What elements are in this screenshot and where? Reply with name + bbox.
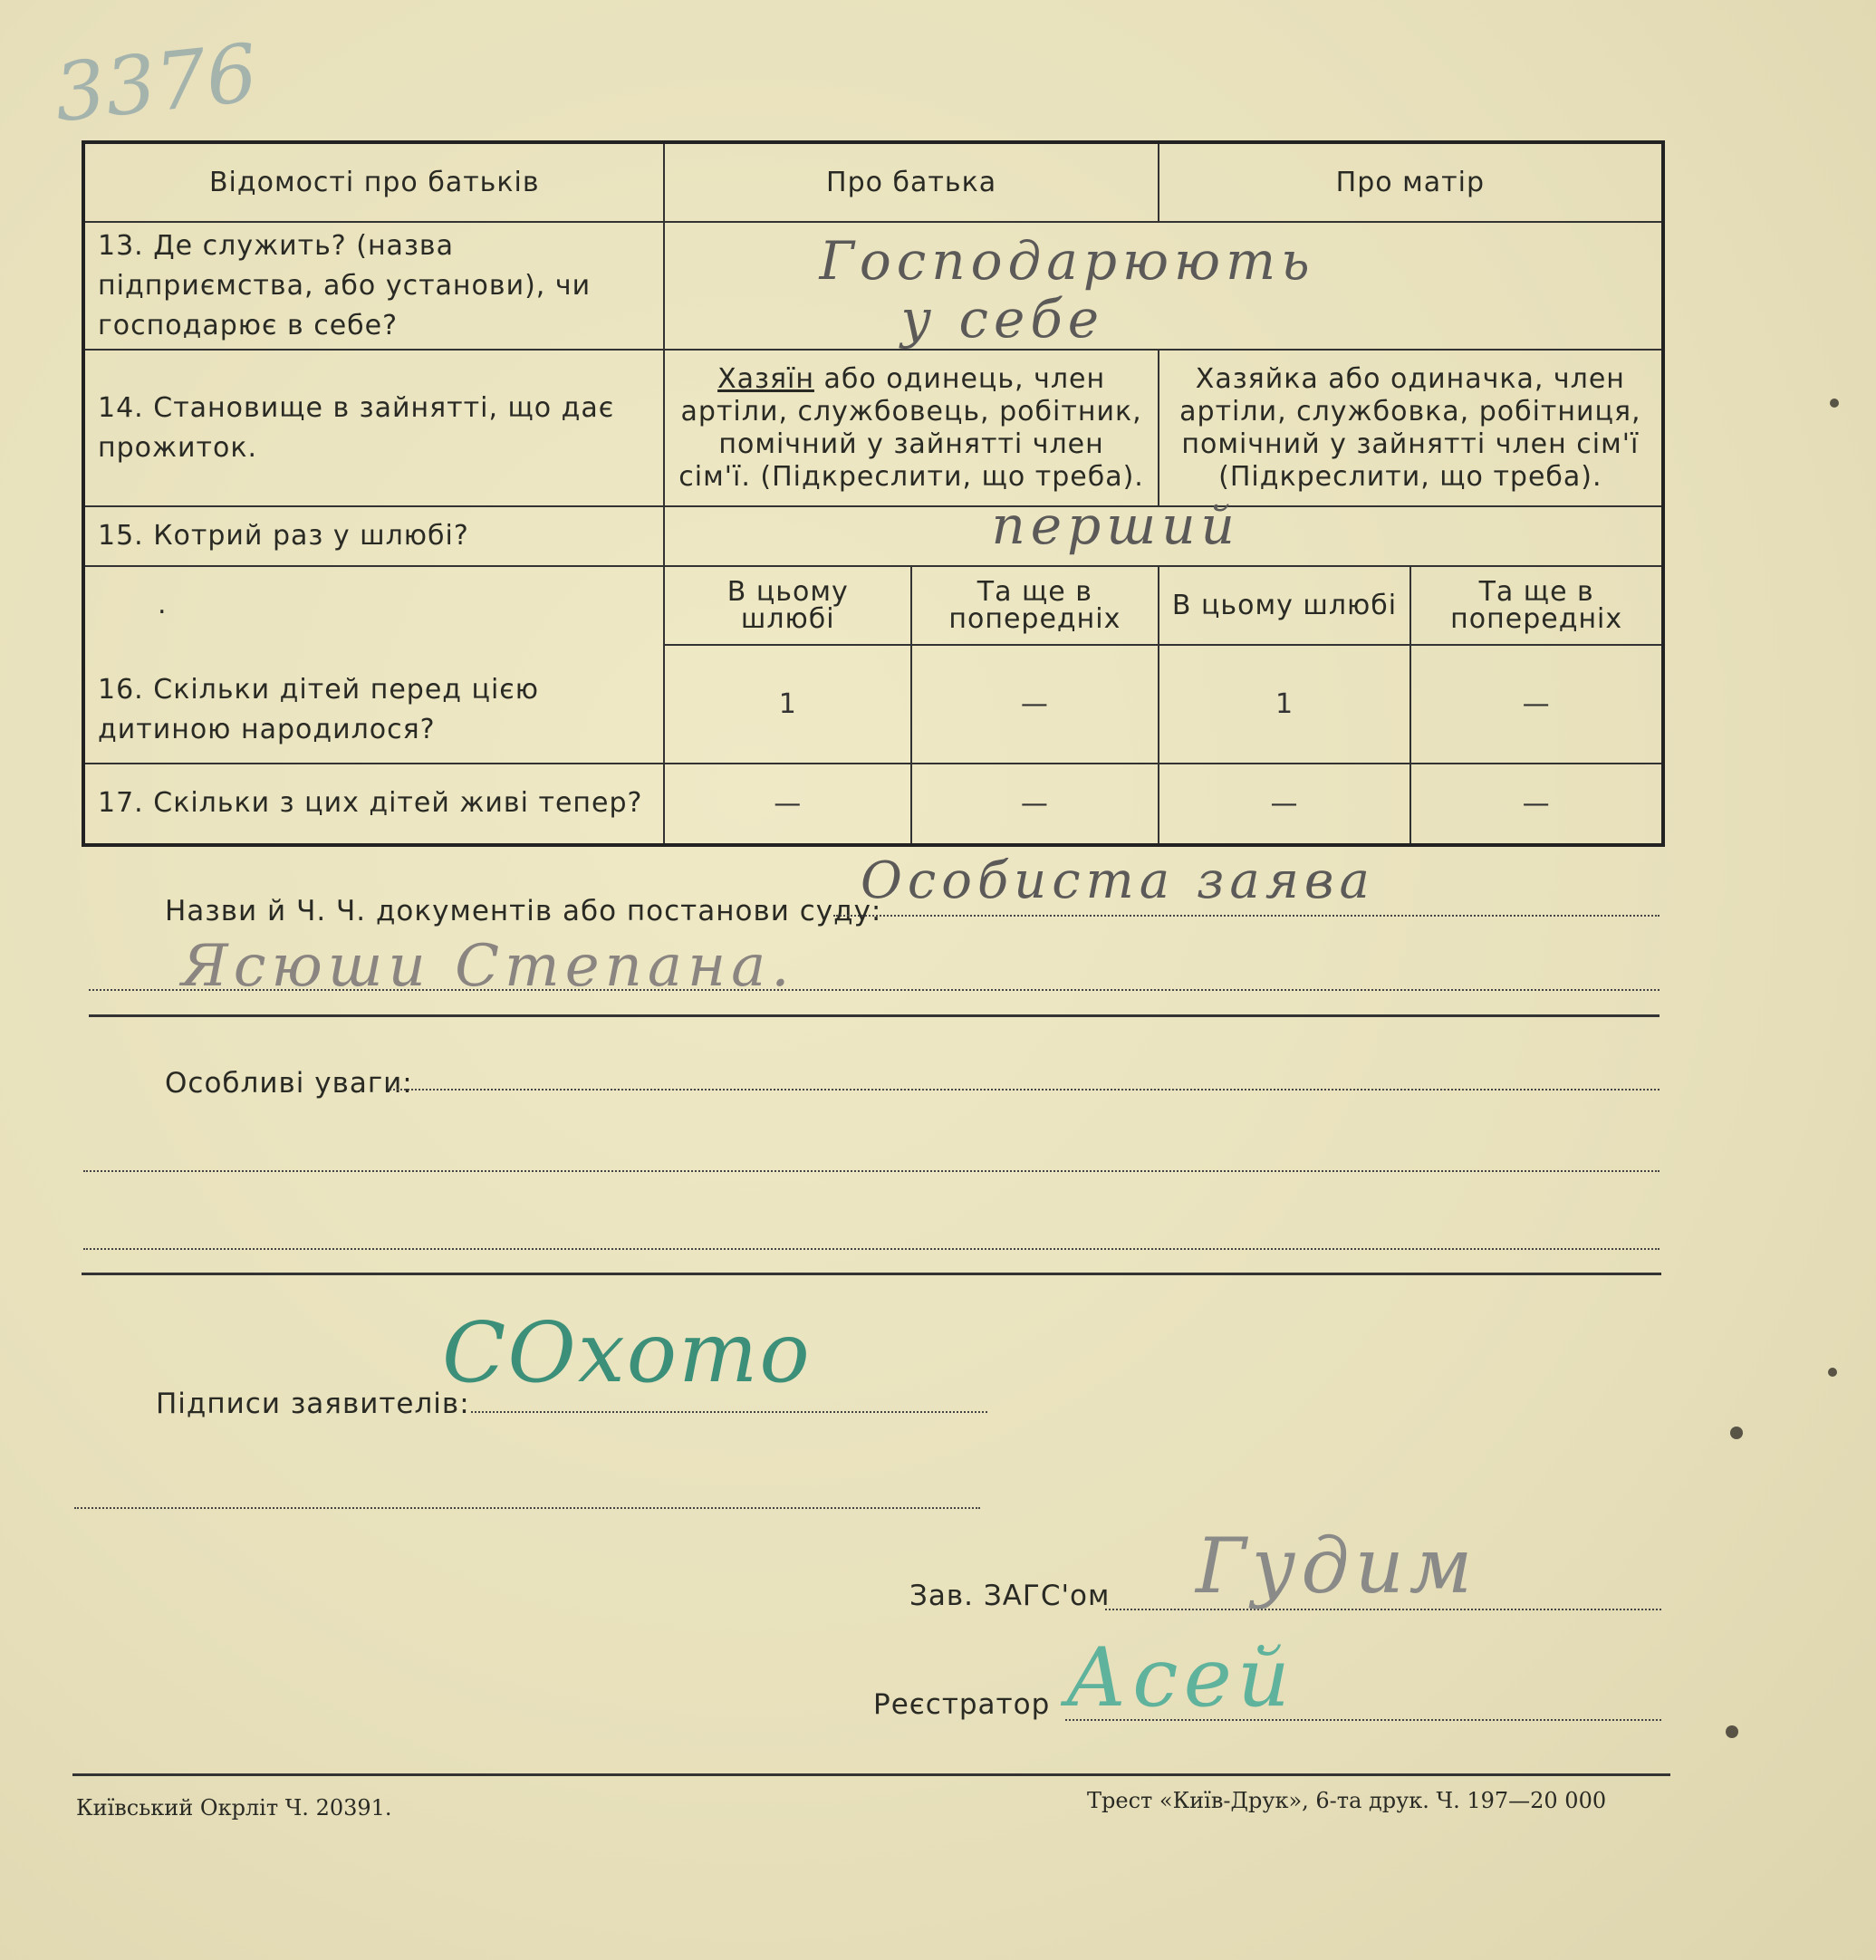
archive-pencil-number: 3376 (50, 25, 262, 140)
q17-father-prev: — (911, 764, 1159, 846)
footer-divider (72, 1773, 1670, 1776)
binding-hole (1730, 1427, 1743, 1439)
table-row-q14 (83, 350, 1663, 506)
documents-handwritten-2: Ясюши Степана. (181, 933, 795, 1000)
header-about-father: Про батька (664, 142, 1158, 222)
q16-mother-prev: — (1410, 645, 1663, 764)
q17-father-this: — (664, 764, 911, 846)
applicants-line-1 (471, 1411, 987, 1413)
section-divider-1 (89, 1014, 1660, 1017)
mother-occupation-options: Хазяйка або одиначка, член артіли, службовка, робітниця, помічний у зайнятті член сім'ї (Підкреслити, що треба). (1159, 350, 1663, 506)
documents-line-2 (89, 989, 1660, 991)
head-signature: Гудим (1196, 1522, 1478, 1610)
remarks-line-2 (83, 1170, 1660, 1172)
footer-left-print: Київський Окрліт Ч. 20391. (76, 1795, 392, 1821)
remarks-label: Особливі уваги: (165, 1067, 413, 1100)
documents-label: Назви й Ч. Ч. документів або постанови суду: (165, 895, 882, 927)
question-16: 16. Скільки дітей перед цією дитиною народилося? (98, 673, 540, 745)
question-14: 14. Становище в зайнятті, що дає прожиток. (83, 350, 664, 506)
father-previous-header: Та ще в попередніх (911, 566, 1159, 644)
q16-mother-this: 1 (1159, 645, 1411, 764)
question-17: 17. Скільки з цих дітей живі тепер? (83, 764, 664, 846)
question-16-cell (83, 566, 664, 763)
answer-15-cell (664, 495, 1663, 566)
father-selected-option: Хазяїн (717, 362, 814, 395)
table-header-row (83, 142, 1663, 222)
header-about-mother: Про матір (1159, 142, 1663, 222)
table-row-subheaders (83, 566, 1663, 644)
question-15: 15. Котрий раз у шлюбі? (83, 506, 664, 566)
registrar-label: Реєстратор (873, 1688, 1051, 1721)
binding-hole (1830, 399, 1839, 408)
documents-handwritten-1: Особиста заява (861, 851, 1375, 910)
bullet-dot: . (158, 589, 168, 621)
father-occupation-options (664, 350, 1158, 506)
head-label: Зав. ЗАГС'ом (909, 1580, 1111, 1612)
remarks-line-3 (83, 1248, 1660, 1250)
applicants-label: Підписи заявителів: (156, 1388, 470, 1420)
question-13: 13. Де служить? (назва підприємства, або установи), чи господарює в себе? (83, 222, 664, 350)
q16-father-prev: — (911, 645, 1159, 764)
applicant-signature: СОхото (442, 1304, 812, 1401)
q17-mother-this: — (1159, 764, 1411, 846)
q16-father-this: 1 (664, 645, 911, 764)
mother-this-marriage-header: В цьому шлюбі (1159, 566, 1411, 644)
answer-13-line2: у себе (900, 288, 1105, 351)
binding-hole (1726, 1725, 1738, 1738)
table-row-q13 (83, 222, 1663, 350)
remarks-line-1 (390, 1089, 1660, 1090)
father-this-marriage-header: В цьому шлюбі (664, 566, 911, 644)
father-options-text: або одинець, член артіли, службовець, робітник, помічний у зайнятті член сім'ї. (Підкреслити, що треба). (678, 362, 1144, 493)
mother-previous-header: Та ще в попередніх (1410, 566, 1663, 644)
table-row-q17 (83, 764, 1663, 846)
section-divider-2 (82, 1273, 1661, 1275)
registrar-signature: Асей (1065, 1630, 1295, 1725)
footer-right-print: Трест «Київ-Друк», 6-та друк. Ч. 197—20 000 (1087, 1788, 1607, 1813)
documents-line-1 (833, 915, 1660, 917)
answer-13-line1: Господарюють (819, 230, 1315, 293)
applicants-line-2 (74, 1507, 980, 1509)
q17-mother-prev: — (1410, 764, 1663, 846)
binding-hole (1828, 1368, 1837, 1377)
header-about-parents: Відомості про батьків (83, 142, 664, 222)
table-row-q15 (83, 506, 1663, 566)
answer-15: перший (991, 495, 1240, 557)
parents-info-table (82, 140, 1665, 847)
answer-13-cell (664, 222, 1663, 350)
